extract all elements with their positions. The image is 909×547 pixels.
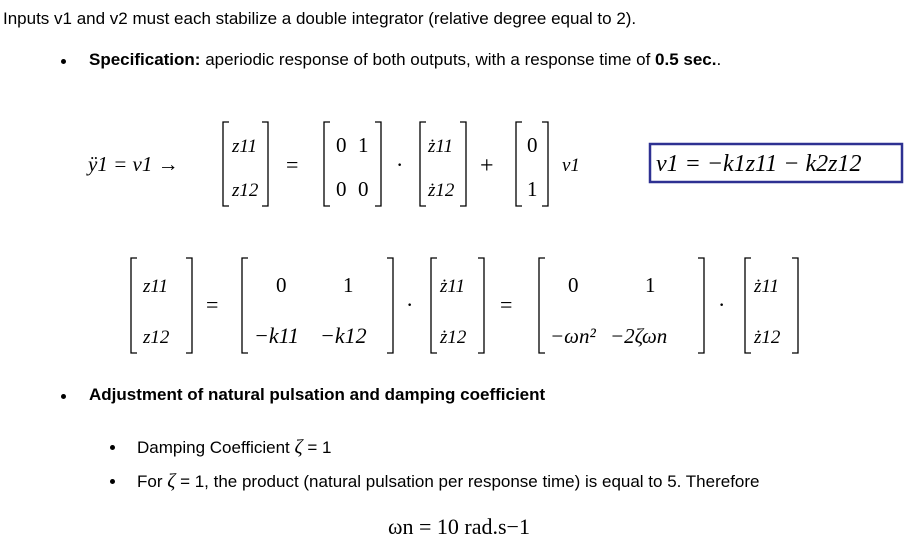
eq2-minus-2-zeta-omega: −2ζωn	[610, 324, 668, 348]
eq1-z12: z12	[232, 180, 259, 201]
eq1-a21: 0	[336, 177, 347, 201]
adjustment-title: Adjustment of natural pulsation and damping coefficient	[89, 385, 546, 404]
control-law: v1 = −k1z11 − k2z12	[656, 151, 862, 177]
sub-bullet	[110, 445, 115, 450]
damping-suffix: = 1	[302, 438, 332, 457]
eq1-a22: 0	[358, 177, 369, 201]
eq1-lhs: ÿ1 = v1 →	[88, 152, 179, 176]
eq2-k11-entry: 0	[276, 273, 287, 297]
sub-bullet	[110, 479, 115, 484]
eq1-plus: +	[480, 153, 494, 179]
eq2-dot-2: ·	[718, 292, 726, 317]
eq1-b2: 1	[527, 177, 538, 201]
damping-coefficient-line	[137, 436, 331, 459]
product-line	[137, 470, 760, 493]
zeta-symbol: ζ	[294, 436, 303, 458]
eq1-z11: z11	[232, 136, 257, 157]
zeta-symbol: ζ	[167, 470, 176, 492]
eq1-a12: 1	[358, 133, 369, 157]
eq2-minus-k11: −k11	[254, 323, 299, 348]
eq2-equals-1: =	[206, 292, 219, 317]
eq1-b1: 0	[527, 133, 538, 157]
eq2-equals-2: =	[500, 292, 513, 317]
eq2-zdot12: ż12	[440, 327, 467, 348]
response-time-value: 0.5 sec.	[655, 50, 717, 69]
intro-text: Inputs v1 and v2 must each stabilize a double integrator (relative degree equal to 2).	[3, 9, 637, 28]
specification-end: .	[716, 50, 722, 69]
eq2-k12-entry: 1	[343, 273, 354, 297]
eq1-input: v1	[562, 155, 580, 176]
bullet	[61, 394, 66, 399]
eq2-minus-k12: −k12	[320, 323, 367, 348]
product-prefix: For	[137, 472, 168, 491]
eq2-w11: 0	[568, 273, 579, 297]
eq2-w12: 1	[645, 273, 656, 297]
eq2-z12: z12	[143, 327, 170, 348]
eq1-a11: 0	[336, 133, 347, 157]
eq2-zdot12-b: ż12	[754, 327, 781, 348]
eq1-equals: =	[286, 152, 299, 177]
eq2-z11: z11	[143, 276, 168, 297]
eq1-zdot12: ż12	[428, 180, 455, 201]
eq2-dot-1: ·	[406, 292, 414, 317]
damping-prefix: Damping Coefficient	[137, 438, 295, 457]
specification-text: aperiodic response of both outputs, with a response time of	[200, 50, 656, 69]
eq2-minus-omega-squared: −ωn²	[550, 324, 596, 348]
eq1-dot: ·	[396, 152, 404, 177]
natural-pulsation-result: ωn = 10 rad.s−1	[388, 514, 530, 539]
eq2-zdot11-b: ż11	[754, 276, 779, 297]
specification-label: Specification:	[89, 50, 201, 69]
eq1-zdot11: ż11	[428, 136, 453, 157]
eq2-zdot11: ż11	[440, 276, 465, 297]
product-suffix: = 1, the product (natural pulsation per response time) is equal to 5. Therefore	[175, 472, 760, 491]
